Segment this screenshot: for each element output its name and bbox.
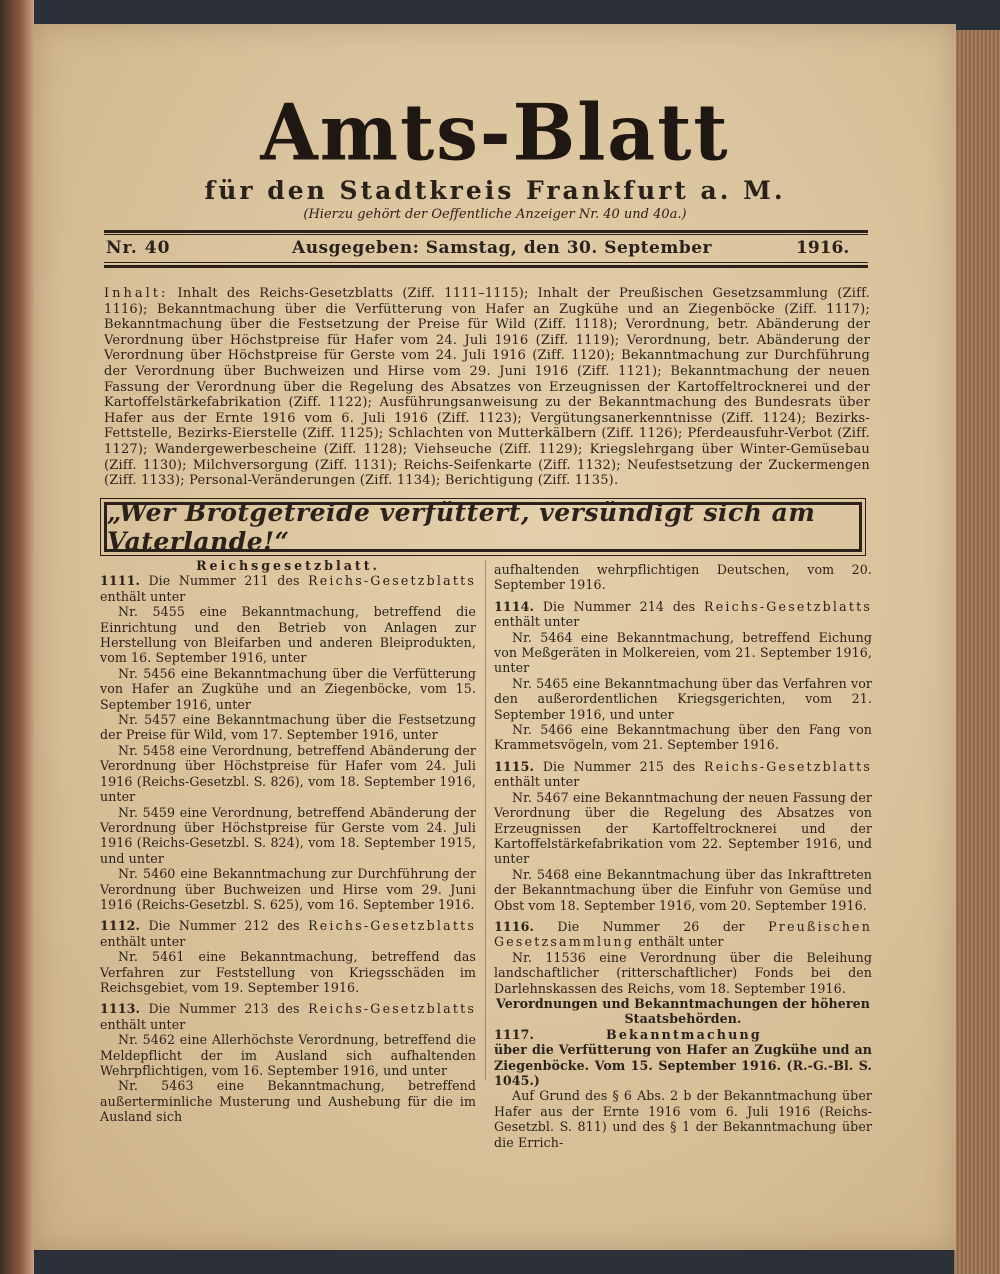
left-column xyxy=(100,558,476,1125)
masthead-note: (Hierzu gehört der Oeffentliche Anzeiger Nr. 40 und 40a.) xyxy=(303,207,687,222)
section-heading-verordnungen: Verordnungen und Bekanntmachungen der höheren Staatsbehörden. xyxy=(496,995,870,1027)
contents-label: Inhalt: xyxy=(104,286,169,301)
entry-text: Nr. 5458 eine Verordnung, betreffend Abänderung der Verordnung über Höchstpreise für Hafer vom 24. Juli 1916 (Reichs-Gesetzbl. S. 826), vom 18. September 1916, unter xyxy=(100,742,476,805)
column-divider xyxy=(485,560,486,1080)
entry-1114: 1114. Die Nummer 214 des Reichs-Gesetzblatts enthält unter xyxy=(494,598,872,630)
right-column xyxy=(494,562,872,1150)
issue-date: Ausgegeben: Samstag, den 30. September xyxy=(292,238,712,258)
entry-text: Nr. 5464 eine Bekanntmachung, betreffend Eichung von Meßgeräten in Molkereien, vom 21. September 1916, unter xyxy=(494,629,872,676)
entry-text: Nr. 5465 eine Bekanntmachung über das Verfahren vor den außerordentlichen Kriegsgerichten, vom 21. September 1916, und unter xyxy=(494,675,872,722)
entry-text: Nr. 5456 eine Bekanntmachung über die Verfütterung von Hafer an Zugkühe und an Ziegenböcke, vom 15. September 1916, unter xyxy=(100,665,476,712)
entry-text: Nr. 5461 eine Bekanntmachung, betreffend das Verfahren zur Feststellung von Kriegsschäden im Reichsgebiet, vom 19. September 1916. xyxy=(100,949,476,995)
contents-text: Inhalt des Reichs-Gesetzblatts (Ziff. 1111–1115); Inhalt der Preußischen Gesetzsammlung (Ziff. 1116); Bekanntmachung über die Verfütterung von Hafer an Zugkühe und an Ziegenböcke (Ziff. 1117); Bekanntmachung über die Festsetzung der Preise für Wild (Ziff. 1118); Verordnung, betr. Abänderung der Verordnung über Höchstpreise für Hafer vom 24. Juli 1916 (Ziff. 1119); Verordnung, betr. Abänderung der Verordnung über Höchstpreise für Gerste vom 24. Juli 1916 (Ziff. 1120); Bekanntmachung zur Durchführung der Verordnung über Buchweizen und Hirse vom 29. Juni 1916 (Ziff. 1121); Bekanntmachung der neuen Fassung der Verordnung über die Regelung des Absatzes von Erzeugnissen der Kartoffeltrocknerei und der Kartoffelstärkefabrikation (Ziff. 1122); Ausführungsanweisung zu der Bekanntmachung des Bundesrats über Hafer aus der Ernte 1916 vom 6. Juli 1916 (Ziff. 1123); Vergütungsanerkenntnisse (Ziff. 1124); Bezirks-Fettstelle, Bezirks-Eierstelle (Ziff. 1125); Schlachten von Mutterkälbern (Ziff. 1126); Pferdeausfuhr-Verbot (Ziff. 1127); Wandergewerbescheine (Ziff. 1128); Viehseuche (Ziff. 1129); Kriegslehrgang über Winter-Gemüsebau (Ziff. 1130); Milchversorgung (Ziff. 1131); Reichs-Seifenkarte (Ziff. 1132); Neufestsetzung der Zuckermengen (Ziff. 1133); Personal-Veränderungen (Ziff. 1134); Berichtigung (Ziff. 1135). xyxy=(104,286,870,489)
slogan-text: „Wer Brotgetreide verfüttert, versündigt sich am Vaterlande!“ xyxy=(107,498,816,556)
masthead-subtitle: für den Stadtkreis Frankfurt a. M. xyxy=(204,176,786,205)
table-of-contents xyxy=(104,286,870,489)
entry-text: Auf Grund des § 6 Abs. 2 b der Bekanntmachung über Hafer aus der Ernte 1916 vom 6. Juli 1916 (Reichs-Gesetzbl. S. 811) und des § 1 der Bekanntmachung über die Errich- xyxy=(494,1088,872,1150)
newspaper-page xyxy=(34,24,956,1250)
entry-text: Nr. 5462 eine Allerhöchste Verordnung, betreffend die Meldepflicht der im Ausland sich aufhaltenden Wehrpflichtigen, vom 16. September 1916, und unter xyxy=(100,1032,476,1078)
header-rule-top xyxy=(104,230,868,233)
entry-text: Nr. 5468 eine Bekanntmachung über das Inkrafttreten der Bekanntmachung über die Einfuhr von Gemüse und Obst vom 18. September 1916, vom 20. September 1916. xyxy=(494,866,872,913)
entry-text: Nr. 5460 eine Bekanntmachung zur Durchführung der Verordnung über Buchweizen und Hirse vom 29. Juni 1916 (Reichs-Gesetzbl. S. 625), vom 16. September 1916. xyxy=(100,866,476,912)
issue-year: 1916. xyxy=(796,238,850,258)
entry-text: Nr. 5466 eine Bekanntmachung über den Fang von Krammetsvögeln, vom 21. September 1916. xyxy=(494,722,872,753)
section-heading-reichsgesetzblatt: Reichsgesetzblatt. xyxy=(196,558,380,573)
entry-1113: 1113. Die Nummer 213 des Reichs-Gesetzblatts enthält unter xyxy=(100,1001,477,1032)
entry-1117-subject: über die Verfütterung von Hafer an Zugkühe und an Ziegenböcke. Vom 15. September 1916. (R.-G.-Bl. S. 1045.) xyxy=(494,1042,872,1088)
masthead-title: Amts-Blatt xyxy=(260,87,730,179)
header-rule-top-thin xyxy=(104,234,868,235)
entry-1111: 1111. Die Nummer 211 des Reichs-Gesetzblatts enthält unter xyxy=(100,573,477,604)
entry-text: Nr. 5463 eine Bekanntmachung, betreffend außerterminliche Musterung und Aushebung für die im Ausland sich xyxy=(100,1078,476,1125)
header-rule-bottom-thin xyxy=(104,262,868,263)
entry-1117: 1117. Bekanntmachung xyxy=(494,1026,762,1042)
entry-text: Nr. 11536 eine Verordnung über die Beleihung landschaftlicher (ritterschaftlicher) Fonds bei den Darlehnskassen des Reichs, vom 18. September 1916. xyxy=(494,949,872,996)
entry-1116: 1116. Die Nummer 26 der Preußischen Gesetzsammlung enthält unter xyxy=(494,918,873,950)
issue-number: Nr. 40 xyxy=(106,238,171,258)
book-binding xyxy=(0,0,34,1274)
page-edges xyxy=(954,30,1000,1274)
entry-1115: 1115. Die Nummer 215 des Reichs-Gesetzblatts enthält unter xyxy=(494,758,872,790)
header-rule-bottom xyxy=(104,265,868,268)
entry-1112: 1112. Die Nummer 212 des Reichs-Gesetzblatts enthält unter xyxy=(100,918,477,949)
entry-continuation: aufhaltenden wehrpflichtigen Deutschen, vom 20. September 1916. xyxy=(494,562,872,593)
entry-text: Nr. 5459 eine Verordnung, betreffend Abänderung der Verordnung über Höchstpreise für Gerste vom 24. Juli 1916 (Reichs-Gesetzbl. S. 824), vom 18. September 1915, und unter xyxy=(100,804,476,866)
entry-text: Nr. 5457 eine Bekanntmachung über die Festsetzung der Preise für Wild, vom 17. September 1916, unter xyxy=(100,712,476,743)
entry-text: Nr. 5467 eine Bekanntmachung der neuen Fassung der Verordnung über die Regelung des Absatzes von Erzeugnissen der Kartoffeltrocknerei und der Kartoffelstärkefabrikation vom 22. September 1916, und unter xyxy=(494,789,872,867)
slogan-box xyxy=(104,498,862,556)
entry-text: Nr. 5455 eine Bekanntmachung, betreffend die Einrichtung und den Betrieb von Anlagen zur Herstellung von Bleifarben und anderen Bleiprodukten, vom 16. September 1916, unter xyxy=(100,604,476,666)
